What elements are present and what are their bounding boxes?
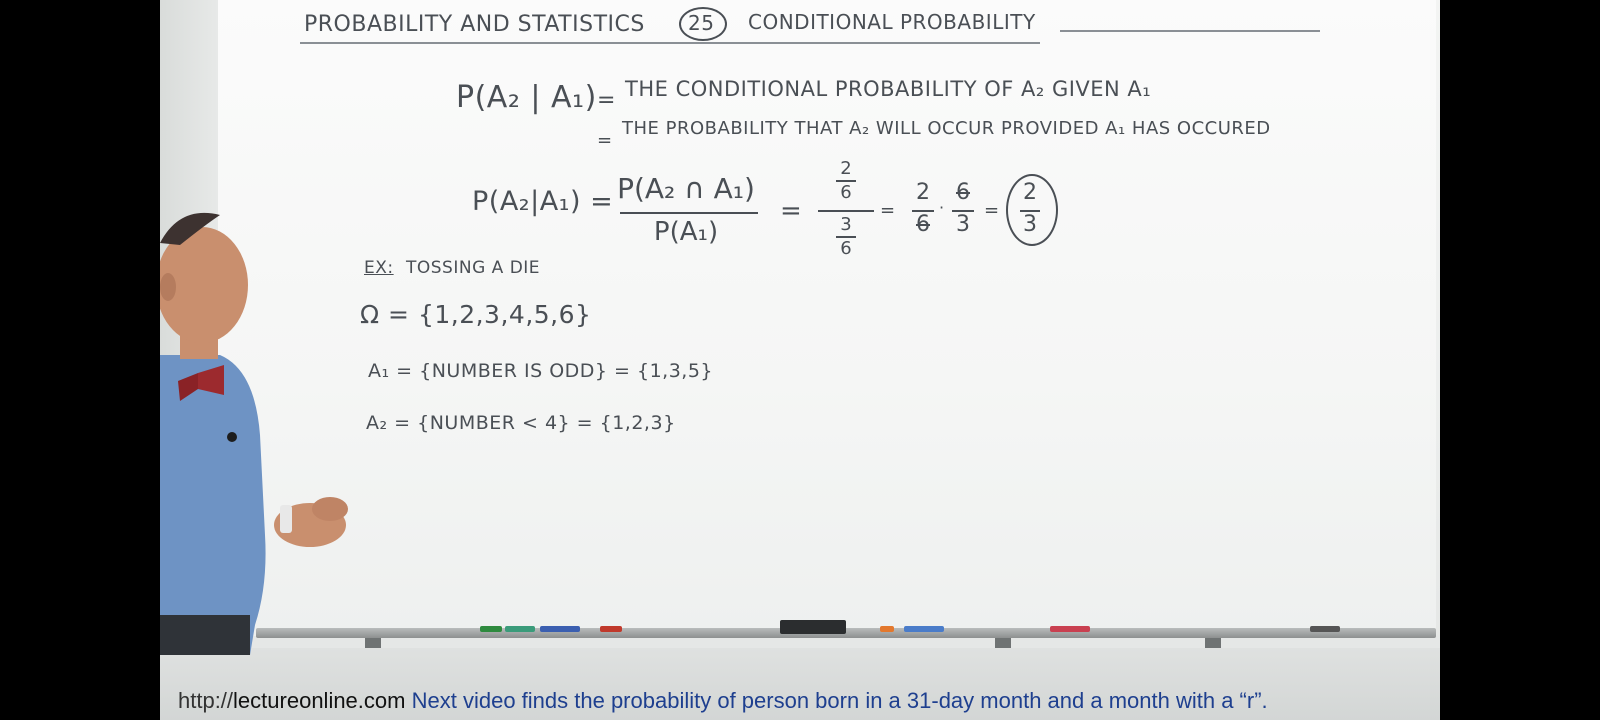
result-den: 3	[1023, 212, 1037, 237]
definition-eq-1: =	[597, 88, 616, 113]
caption-url-prefix: http://	[178, 688, 234, 713]
marker-blue	[540, 626, 580, 632]
f1-den-bot: 6	[840, 238, 852, 259]
definition-lhs: P(A₂ | A₁)	[456, 80, 597, 115]
equals-3: =	[984, 200, 1000, 221]
board-title-right: CONDITIONAL PROBABILITY	[748, 10, 1036, 34]
marker-red	[600, 626, 622, 632]
f1-den-top: 3	[840, 214, 852, 235]
f1-num-bot: 6	[840, 182, 852, 203]
presenter	[160, 205, 360, 655]
marker-dark	[1310, 626, 1340, 632]
definition-eq-2: =	[597, 130, 613, 151]
video-frame	[160, 0, 1440, 720]
eraser	[780, 620, 846, 634]
board-title-left: PROBABILITY AND STATISTICS	[304, 12, 645, 37]
marker-orange	[880, 626, 894, 632]
caption-text: Next video finds the probability of person born in a 31-day month and a month with a “r”.	[411, 688, 1268, 713]
definition-line-2: THE PROBABILITY THAT A₂ WILL OCCUR PROVIDED A₁ HAS OCCURED	[622, 118, 1271, 139]
f2-num: 2	[916, 180, 930, 205]
dot-operator: ·	[939, 198, 945, 217]
f1-main-bar	[818, 210, 874, 212]
event-a2: A₂ = {NUMBER < 4} = {1,2,3}	[366, 412, 676, 434]
formula-denominator: P(A₁)	[653, 217, 719, 247]
definition-line-1: THE CONDITIONAL PROBABILITY OF A₂ GIVEN A₁	[625, 77, 1152, 101]
marker-red-2	[1050, 626, 1090, 632]
board-title-number: 25	[688, 11, 715, 35]
caption-bar	[178, 688, 1268, 718]
marker-blue-2	[904, 626, 944, 632]
formula-lhs: P(A₂|A₁) =	[472, 186, 614, 217]
f1-num-top: 2	[840, 158, 852, 179]
example-text: TOSSING A DIE	[406, 258, 541, 278]
marker-green	[480, 626, 502, 632]
caption-site: lectureonline.com	[233, 688, 406, 713]
sample-space: Ω = {1,2,3,4,5,6}	[360, 300, 592, 329]
result-num: 2	[1023, 180, 1037, 205]
title-underline-right	[1060, 30, 1320, 32]
example-label: EX:	[364, 258, 394, 278]
formula-numerator: P(A₂ ∩ A₁)	[617, 172, 755, 205]
equals-2: =	[880, 200, 896, 221]
f2-den: 6	[916, 212, 930, 237]
f3-num: 6	[956, 180, 970, 205]
marker-teal	[505, 626, 535, 632]
f3-den: 3	[956, 212, 970, 237]
title-underline	[300, 42, 1040, 44]
event-a1: A₁ = {NUMBER IS ODD} = {1,3,5}	[368, 360, 714, 382]
formula-bar	[620, 212, 758, 214]
equals-1: =	[780, 196, 803, 226]
marker-tray	[256, 628, 1436, 638]
